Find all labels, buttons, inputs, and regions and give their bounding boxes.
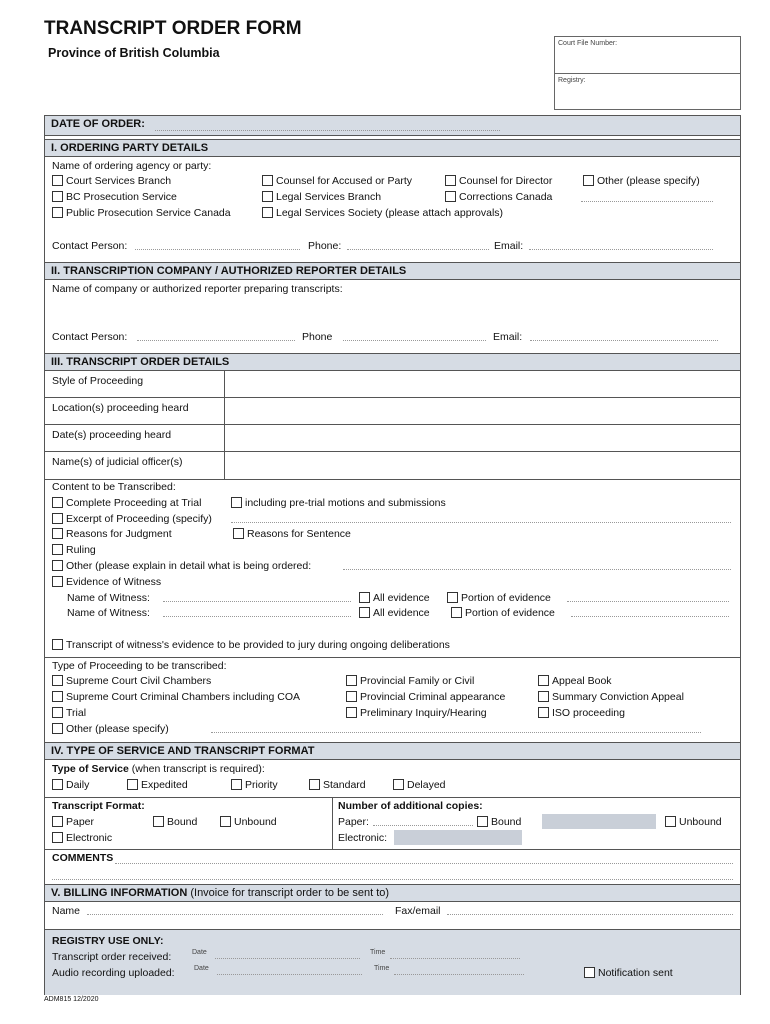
format-paper[interactable]: Paper — [52, 816, 94, 828]
service-standard[interactable]: Standard — [309, 779, 366, 791]
type-other[interactable]: Other (please specify) — [52, 723, 169, 735]
checkbox[interactable] — [231, 497, 242, 508]
comments-field[interactable] — [115, 854, 733, 864]
checkbox[interactable] — [52, 816, 63, 827]
checkbox[interactable] — [393, 779, 404, 790]
company-phone-field[interactable] — [343, 331, 486, 341]
checkbox[interactable] — [52, 779, 63, 790]
opt-other-content[interactable]: Other (please explain in detail what is being ordered: — [52, 560, 311, 572]
billing-name-label: Name — [52, 905, 81, 917]
comments-label: COMMENTS — [52, 852, 114, 864]
checkbox[interactable] — [52, 576, 63, 587]
type-trial[interactable]: Trial — [52, 707, 86, 719]
divider — [45, 797, 740, 798]
checkbox[interactable] — [262, 175, 273, 186]
checkbox[interactable] — [52, 497, 63, 508]
registry-field[interactable]: Registry: — [558, 77, 586, 84]
company-phone-label: Phone — [302, 331, 333, 343]
audio-uploaded-label: Audio recording uploaded: — [52, 967, 175, 979]
divider — [45, 657, 740, 658]
company-email-field[interactable] — [530, 331, 718, 341]
checkbox[interactable] — [52, 832, 63, 843]
divider — [45, 849, 740, 850]
opt-legal-services-branch[interactable]: Legal Services Branch — [262, 191, 381, 203]
table-row[interactable]: Style of Proceeding — [45, 371, 740, 398]
checkbox[interactable] — [262, 191, 273, 202]
checkbox[interactable] — [52, 707, 63, 718]
checkbox[interactable] — [445, 191, 456, 202]
copies-electronic-field[interactable] — [394, 830, 522, 845]
opt-court-services[interactable]: Court Services Branch — [52, 175, 171, 187]
company-email-label: Email: — [493, 331, 523, 343]
checkbox[interactable] — [359, 592, 370, 603]
opt-complete-proceeding[interactable]: Complete Proceeding at Trial — [52, 497, 201, 509]
witness-1-field[interactable] — [163, 592, 351, 602]
type-sc-criminal[interactable]: Supreme Court Criminal Chambers including COA — [52, 691, 300, 703]
checkbox[interactable] — [451, 607, 462, 618]
checkbox[interactable] — [52, 560, 63, 571]
content-label: Content to be Transcribed: — [52, 481, 176, 493]
phone-field[interactable] — [347, 240, 489, 250]
service-daily[interactable]: Daily — [52, 779, 89, 791]
checkbox[interactable] — [445, 175, 456, 186]
copies-unbound[interactable]: Unbound — [665, 816, 722, 828]
service-label: Type of Service (when transcript is required): — [52, 763, 265, 775]
copies-bound[interactable]: Bound — [477, 816, 521, 828]
type-preliminary[interactable]: Preliminary Inquiry/Hearing — [346, 707, 487, 719]
other-specify-field[interactable] — [581, 192, 713, 202]
email-field[interactable] — [529, 240, 713, 250]
type-provincial-family[interactable]: Provincial Family or Civil — [346, 675, 474, 687]
company-name-label: Name of company or authorized reporter preparing transcripts: — [52, 283, 343, 295]
section-4-heading: IV. TYPE OF SERVICE AND TRANSCRIPT FORMAT — [45, 742, 740, 760]
service-delayed[interactable]: Delayed — [393, 779, 446, 791]
excerpt-field[interactable] — [231, 513, 731, 523]
checkbox[interactable] — [359, 607, 370, 618]
checkbox[interactable] — [538, 707, 549, 718]
checkbox[interactable] — [233, 528, 244, 539]
uploaded-date-field[interactable] — [217, 965, 362, 975]
copies-paper-field[interactable] — [373, 816, 473, 826]
checkbox[interactable] — [52, 639, 63, 650]
section-2-heading: II. TRANSCRIPTION COMPANY / AUTHORIZED REPORTER DETAILS — [45, 262, 740, 280]
company-contact-field[interactable] — [137, 331, 295, 341]
checkbox[interactable] — [477, 816, 488, 827]
opt-jury-transcript[interactable]: Transcript of witness's evidence to be provided to jury during ongoing deliberations — [52, 639, 450, 651]
checkbox[interactable] — [346, 691, 357, 702]
notification-sent[interactable]: Notification sent — [584, 967, 673, 979]
witness-2-portion[interactable]: Portion of evidence — [451, 607, 555, 619]
format-divider — [332, 797, 333, 849]
ordering-agency-label: Name of ordering agency or party: — [52, 160, 212, 172]
opt-ruling[interactable]: Ruling — [52, 544, 96, 556]
copies-label: Number of additional copies: — [338, 800, 483, 812]
checkbox[interactable] — [127, 779, 138, 790]
form-title: TRANSCRIPT ORDER FORM — [44, 18, 302, 39]
witness-2-label: Name of Witness: — [67, 607, 150, 619]
proceeding-type-label: Type of Proceeding to be transcribed: — [52, 660, 227, 672]
billing-fax-label: Fax/email — [395, 905, 441, 917]
opt-reasons-judgment[interactable]: Reasons for Judgment — [52, 528, 172, 540]
checkbox[interactable] — [538, 675, 549, 686]
table-row[interactable]: Date(s) proceeding heard — [45, 425, 740, 452]
service-priority[interactable]: Priority — [231, 779, 278, 791]
witness-2-all[interactable]: All evidence — [359, 607, 430, 619]
checkbox[interactable] — [584, 967, 595, 978]
checkbox[interactable] — [52, 207, 63, 218]
other-content-field[interactable] — [343, 560, 731, 570]
checkbox[interactable] — [346, 675, 357, 686]
section-5-heading: V. BILLING INFORMATION (Invoice for transcript order to be sent to) — [45, 884, 740, 902]
opt-legal-services-society[interactable]: Legal Services Society (please attach approvals) — [262, 207, 503, 219]
copies-bound-field[interactable] — [542, 814, 656, 829]
opt-bc-prosecution[interactable]: BC Prosecution Service — [52, 191, 177, 203]
date-of-order-band: DATE OF ORDER: — [45, 116, 740, 136]
comments-field-2[interactable] — [52, 870, 733, 880]
type-summary-appeal[interactable]: Summary Conviction Appeal — [538, 691, 684, 703]
received-time-field[interactable] — [390, 949, 520, 959]
table-row[interactable]: Name(s) of judicial officer(s) — [45, 452, 740, 480]
opt-counsel-director[interactable]: Counsel for Director — [445, 175, 552, 187]
type-sc-civil[interactable]: Supreme Court Civil Chambers — [52, 675, 211, 687]
checkbox[interactable] — [52, 675, 63, 686]
order-received-label: Transcript order received: — [52, 951, 172, 963]
company-contact-label: Contact Person: — [52, 331, 128, 343]
witness-1-label: Name of Witness: — [67, 592, 150, 604]
witness-1-portion[interactable]: Portion of evidence — [447, 592, 551, 604]
form-code: ADM815 12/2020 — [44, 996, 99, 1003]
format-label: Transcript Format: — [52, 800, 145, 812]
witness-2-field[interactable] — [163, 607, 351, 617]
type-appeal-book[interactable]: Appeal Book — [538, 675, 612, 687]
billing-name-field[interactable] — [87, 905, 383, 915]
checkbox[interactable] — [52, 544, 63, 555]
checkbox[interactable] — [309, 779, 320, 790]
phone-label: Phone: — [308, 240, 342, 252]
checkbox[interactable] — [665, 816, 676, 827]
type-provincial-criminal[interactable]: Provincial Criminal appearance — [346, 691, 505, 703]
checkbox[interactable] — [52, 513, 63, 524]
court-file-number-field[interactable]: Court File Number: — [555, 37, 740, 74]
uploaded-date-label: Date — [194, 965, 209, 972]
checkbox[interactable] — [583, 175, 594, 186]
opt-ppsc[interactable]: Public Prosecution Service Canada — [52, 207, 231, 219]
form-subtitle: Province of British Columbia — [48, 46, 220, 60]
opt-counsel-accused[interactable]: Counsel for Accused or Party — [262, 175, 412, 187]
opt-corrections-canada[interactable]: Corrections Canada — [445, 191, 552, 203]
checkbox[interactable] — [52, 191, 63, 202]
uploaded-time-field[interactable] — [394, 965, 524, 975]
contact-person-label: Contact Person: — [52, 240, 128, 252]
opt-other[interactable]: Other (please specify) — [583, 175, 700, 187]
checkbox[interactable] — [52, 175, 63, 186]
checkbox[interactable] — [220, 816, 231, 827]
checkbox[interactable] — [447, 592, 458, 603]
copies-electronic-label: Electronic: — [338, 832, 388, 844]
received-date-label: Date — [192, 949, 207, 956]
type-other-field[interactable] — [211, 723, 701, 733]
order-form — [44, 115, 741, 995]
copies-paper-label: Paper: — [338, 816, 369, 828]
checkbox[interactable] — [52, 691, 63, 702]
checkbox[interactable] — [231, 779, 242, 790]
table-row[interactable]: Location(s) proceeding heard — [45, 398, 740, 425]
witness-2-portion-field[interactable] — [571, 607, 729, 617]
checkbox[interactable] — [262, 207, 273, 218]
type-iso[interactable]: ISO proceeding — [538, 707, 625, 719]
format-unbound[interactable]: Unbound — [220, 816, 277, 828]
court-file-box — [554, 36, 741, 110]
opt-pretrial[interactable]: including pre-trial motions and submissions — [231, 497, 446, 509]
opt-evidence-witness[interactable]: Evidence of Witness — [52, 576, 161, 588]
checkbox[interactable] — [538, 691, 549, 702]
opt-reasons-sentence[interactable]: Reasons for Sentence — [233, 528, 351, 540]
checkbox[interactable] — [52, 723, 63, 734]
section-3-heading: III. TRANSCRIPT ORDER DETAILS — [45, 353, 740, 371]
received-time-label: Time — [370, 949, 386, 956]
witness-1-all[interactable]: All evidence — [359, 592, 430, 604]
opt-excerpt[interactable]: Excerpt of Proceeding (specify) — [52, 513, 212, 525]
table-divider — [224, 371, 225, 479]
format-bound[interactable]: Bound — [153, 816, 197, 828]
section-1-heading: I. ORDERING PARTY DETAILS — [45, 139, 740, 157]
billing-fax-field[interactable] — [447, 905, 733, 915]
checkbox[interactable] — [346, 707, 357, 718]
uploaded-time-label: Time — [374, 965, 390, 972]
received-date-field[interactable] — [215, 949, 360, 959]
date-of-order-field[interactable] — [155, 121, 500, 131]
service-expedited[interactable]: Expedited — [127, 779, 188, 791]
witness-1-portion-field[interactable] — [567, 592, 729, 602]
email-label: Email: — [494, 240, 524, 252]
format-electronic[interactable]: Electronic — [52, 832, 112, 844]
checkbox[interactable] — [153, 816, 164, 827]
contact-person-field[interactable] — [135, 240, 300, 250]
registry-title: REGISTRY USE ONLY: — [52, 935, 164, 947]
checkbox[interactable] — [52, 528, 63, 539]
